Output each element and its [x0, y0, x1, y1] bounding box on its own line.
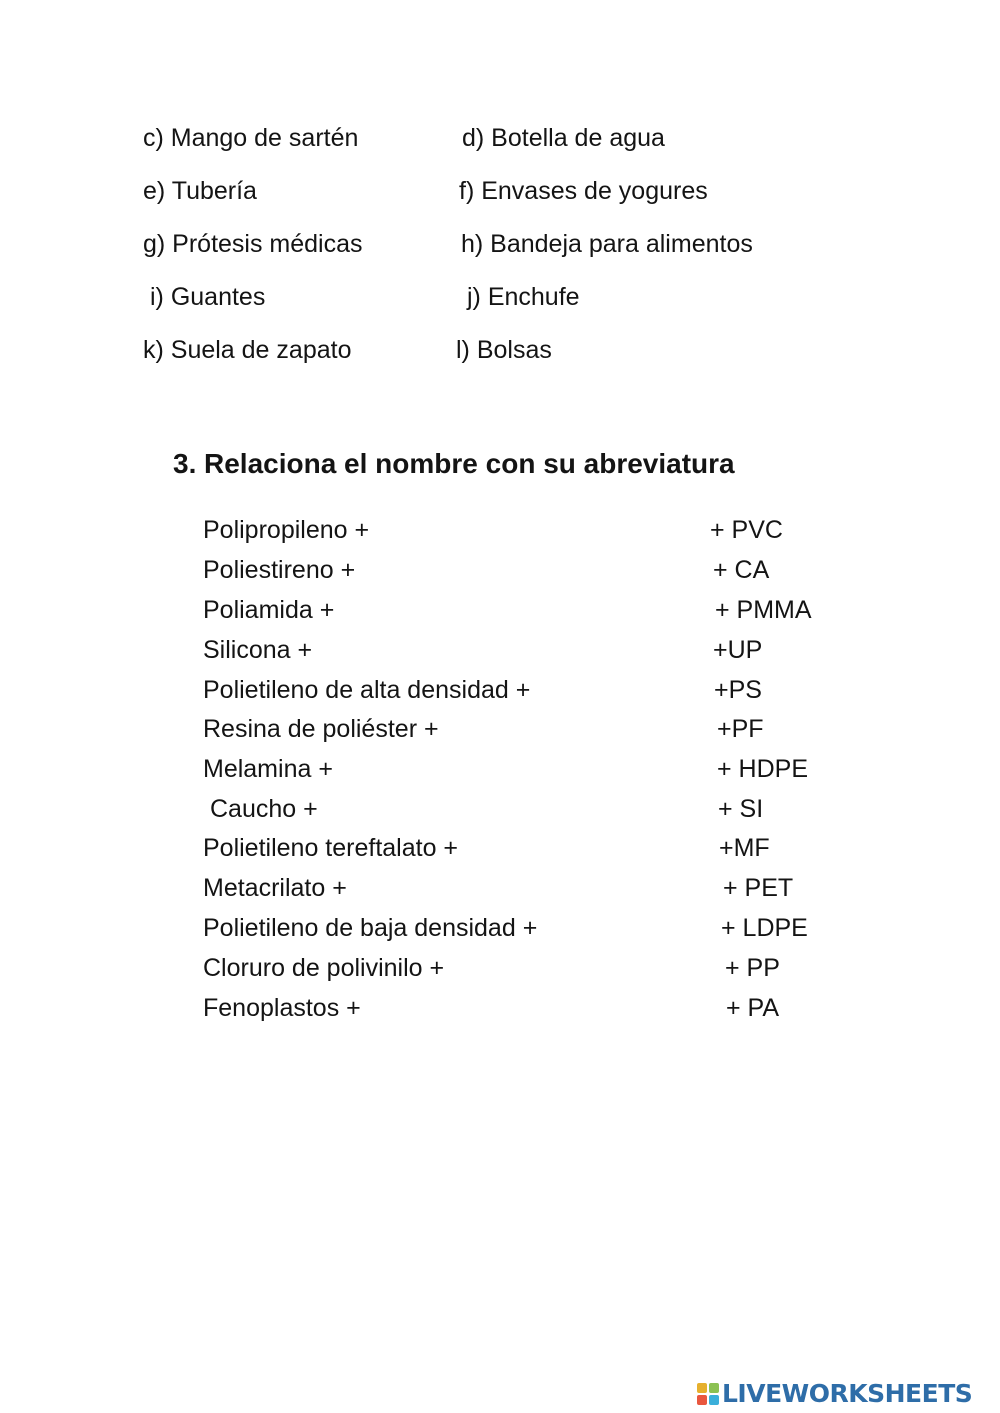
option-item: c) Mango de sartén	[143, 124, 359, 152]
abbreviation-item-connector[interactable]: + LDPE	[721, 914, 808, 942]
exercise-title: Relaciona el nombre con su abreviatura	[204, 448, 735, 479]
option-item: g) Prótesis médicas	[143, 230, 363, 258]
name-item-connector[interactable]: Caucho +	[210, 795, 318, 823]
logo-square	[697, 1395, 707, 1405]
abbreviation-item-connector[interactable]: +PF	[717, 715, 764, 743]
name-item-connector[interactable]: Poliamida +	[203, 596, 335, 624]
name-item-connector[interactable]: Fenoplastos +	[203, 994, 361, 1022]
name-item-connector[interactable]: Metacrilato +	[203, 874, 347, 902]
logo-square	[709, 1395, 719, 1405]
name-item-connector[interactable]: Silicona +	[203, 636, 313, 664]
exercise-3-heading	[173, 447, 735, 481]
option-item: h) Bandeja para alimentos	[461, 230, 753, 258]
name-item-connector[interactable]: Polietileno de baja densidad +	[203, 914, 538, 942]
exercise-number: 3.	[173, 448, 197, 479]
abbreviation-item-connector[interactable]: + SI	[718, 795, 764, 823]
name-item-connector[interactable]: Resina de poliéster +	[203, 715, 439, 743]
logo-square	[697, 1383, 707, 1393]
name-item-connector[interactable]: Melamina +	[203, 755, 333, 783]
abbreviation-item-connector[interactable]: + PA	[726, 994, 780, 1022]
name-item-connector[interactable]: Polipropileno +	[203, 516, 370, 544]
abbreviation-item-connector[interactable]: +PS	[714, 676, 762, 704]
option-item: e) Tubería	[143, 177, 257, 205]
option-item: f) Envases de yogures	[459, 177, 708, 205]
brand-name: LIVEWORKSHEETS	[722, 1379, 973, 1408]
option-item: j) Enchufe	[467, 283, 580, 311]
abbreviation-item-connector[interactable]: +UP	[713, 636, 763, 664]
abbreviation-item-connector[interactable]: + HDPE	[717, 755, 809, 783]
logo-square	[709, 1383, 719, 1393]
abbreviation-item-connector[interactable]: + PP	[725, 954, 780, 982]
abbreviation-item-connector[interactable]: + PVC	[710, 516, 783, 544]
option-item: l) Bolsas	[456, 336, 552, 364]
option-item: i) Guantes	[150, 283, 266, 311]
name-item-connector[interactable]: Polietileno tereftalato +	[203, 834, 459, 862]
option-item: d) Botella de agua	[462, 124, 665, 152]
abbreviation-item-connector[interactable]: + CA	[713, 556, 770, 584]
name-item-connector[interactable]: Cloruro de polivinilo +	[203, 954, 445, 982]
abbreviation-item-connector[interactable]: +MF	[719, 834, 770, 862]
liveworksheets-logo-icon	[697, 1383, 719, 1405]
abbreviation-item-connector[interactable]: + PMMA	[715, 596, 812, 624]
name-item-connector[interactable]: Polietileno de alta densidad +	[203, 676, 531, 704]
name-item-connector[interactable]: Poliestireno +	[203, 556, 356, 584]
abbreviation-item-connector[interactable]: + PET	[723, 874, 794, 902]
option-item: k) Suela de zapato	[143, 336, 352, 364]
liveworksheets-brand[interactable]	[697, 1377, 972, 1411]
